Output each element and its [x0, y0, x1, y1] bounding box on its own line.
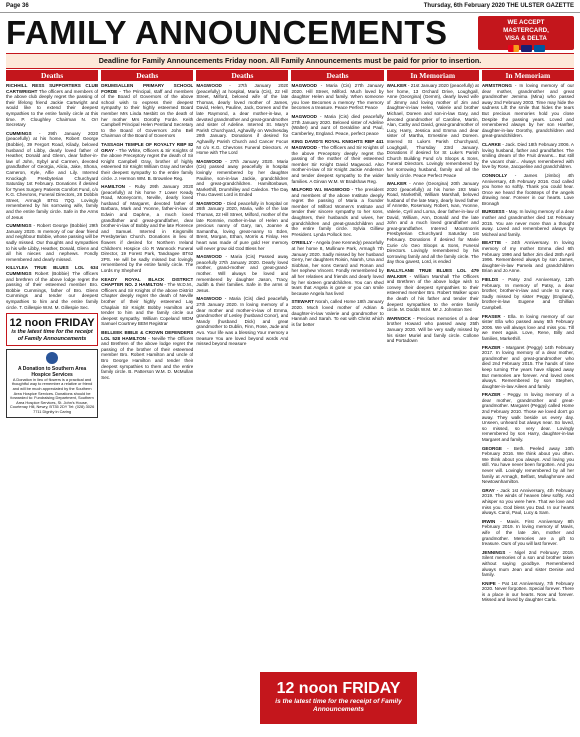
notice-text: - William Marshall The Officers and Brethren of the above lodge wish to convey their deepest sympathies to their esteemed member Bro. Robert Walker upon the death of his father and tender their deepest sympathies to the entire family circle. M. Dodds W.M. Mr J. Johnston Sec: [386, 273, 479, 313]
hospice-donation-box: [6, 349, 98, 417]
section-heading: In Memoriam: [482, 70, 574, 81]
notice-text: - 21st January 2020 (peacefully) at her home, 13 Orchard Drive, Loughgall, Anne (Georgina) (Gemm), dearly loved wife of Jimmy and loving mother of Jim and daughter-in-law Helen, Valerie and brother Michael, Doreen and son-in-law Gary, and devoted grandmother of Caroline, Martin, Alan, Cathy and David, great-grandmother of Lucy, Harry, Jessica and Emma and dear sister of Martha, Ernestine and Doreen. Interred St Luke's Parish Churchyard, Loughgall, Thursday 23rd January. Donations if desired for St Luke's Parish Church Building Fund c/o Sloops & Sons, Funeral Directors. Lovingly remembered by her sorrowing husband, family and all the family circle. Peace Perfect Peace: [386, 83, 479, 178]
notice-text: Robert (Bobbie) The officers and brethren of the above lodge regret the passing of their esteemed member Bro. Bobbie Cummings, father of Bro. Glenn Cummings and tender our deepest sympathies to him and the entire family circle. T. Gillespie W.M. M. Gillespie Sec.: [6, 271, 99, 310]
hospice-logo-icon: [46, 352, 58, 364]
section-heading: Deaths: [101, 70, 193, 81]
notice: [482, 581, 574, 603]
page-title: FAMILY ANNOUNCEMENTS: [6, 14, 448, 51]
notice: [482, 209, 574, 237]
notice: [482, 345, 574, 390]
column-1: [6, 70, 98, 734]
promo-subtext: is the latest time for the receipt of Family Announcements: [11, 329, 93, 342]
notice-name: GEORGE: [481, 445, 502, 451]
notice: [196, 83, 288, 156]
notice: [101, 184, 193, 274]
card-logos: [478, 45, 574, 52]
column-4: [291, 70, 383, 734]
notice-name: MAGWOOD: [196, 200, 222, 206]
notice-text: - Pat 1st Anniversary, 7th February 2020. Never forgotten. Special forever. There is a place in our hearts. Now and forever. Missed and loved by daughter Carla.: [481, 580, 574, 603]
page-date-line: Thursday, 6th February 2020 THE ULSTER GAZETTE: [423, 3, 574, 9]
notice-name: FRAZER: [481, 344, 501, 350]
notice-name: KING DAVID'S ROYAL KNIGHTS RBP 441 MAGWOOD: [291, 139, 384, 150]
notice-name: HAMILTON: [101, 184, 125, 190]
notice-name: MAGWOOD: [291, 83, 318, 88]
notice: [482, 83, 574, 139]
deadline-notice: Deadline for Family Announcements Friday noon. All Family Announcements must be paid for prior to insertion.: [6, 53, 574, 69]
section-heading: Deaths: [6, 70, 98, 81]
notice-text: The officers and members of the above club deeply regret the passing of their lifelong friend Jackie Cartwright and would like to extend their deepest sympathies to the entire family circle at this time. P. Cloughley Chairman N. Orr Secretary: [6, 88, 99, 128]
notice-name: O'REILLY: [291, 240, 313, 246]
notice-name: BURGESS: [481, 209, 505, 215]
cards-line-2: MASTERCARD,: [503, 27, 549, 34]
notice: [387, 181, 479, 265]
hospice-title: A Donation to Southern Area Hospice Services: [17, 365, 87, 378]
notice-name: WALKER: [386, 83, 407, 88]
notice-name: KEADY ROYAL BLACK DISTRICT CHAPTER NO. 2 HAMILTON: [101, 276, 194, 288]
column-3: [196, 70, 288, 734]
notice-text: - Margaret (Peggy) 14th February 2017. In loving memory of a dear mother, grandmother and great-grandmother who died 2nd February 2015. The hands of time keep turning The years have slipped away But memories are forever. And loved ones always. Remembered by son Stephen, daughter-in-law Aileen and family.: [481, 344, 574, 389]
notice: [387, 316, 479, 344]
notice-text: - Jack. Died 18th February 2006. A loving husband, father and grandfather. The smiling dream of the Fruit dreams... But still the vacant chair... Always remembered with love by Rose, Jacqueline and grandchildren.: [481, 141, 574, 170]
notice: [6, 223, 98, 262]
notice-name: KILLYLEA TRUE BLUES LOL 634 CUMMINGS: [6, 265, 99, 276]
hospice-text: A Donation in lieu of flowers is a practical and thoughtful way to remember a relative or friend and will be much appreciated by the Southern Area Hospice Services. Donations should be forwarded to: Fundraising Department, Southern Area Hospice Services, St. John's House, Courtenay Hill, Newry, BT35 2DY Tel: (028) 3026 7711 Dignity in Caring: [9, 376, 95, 414]
notice-name: CLARKE: [481, 141, 501, 147]
visa-icon: [521, 45, 532, 52]
notice: [482, 277, 574, 311]
notice-name: KNIPE: [481, 580, 496, 586]
notice: [482, 550, 574, 578]
cards-accepted-box: [478, 16, 574, 50]
notice: [101, 277, 193, 327]
section-heading: Deaths: [291, 70, 383, 81]
notice-text: - Maria (Cis) died peacefully 27th January 2020. In loving memory of a dear mother and mother-in-law of Emma, grandmother of Lesley (husband Conor), and Mandy (husband Dick) and great grandmother to Dublin, Finn, Rose, Jude and Avo. Your life was a blessing Your memory a treasure You are loved beyond words And missed beyond measure: [196, 296, 289, 347]
notice-text: - 27th January 2020 (peacefully) at hospital, Maria (Cis), 22 Hill Street, Milford, beloved wife of the late Thomas, dearly loved mother of James, David, Helen, Pauline, Jack, Doreen and the late Raymond, a dear mother-in-law, a devoted grandmother and great-grandmother and sister of Adeline. Interred St. Mary's Parish Churchyard, Aghavilly on Wednesday 29th January. Donations if desired for Aghavilly Parish Church and Cancer Focus NI c/o K.G. Chevrons Funeral Directors. At Home with The Lord: [196, 83, 289, 156]
notice-name: BALLYLANE TRUE BLUES LOL 479 WALKER: [386, 268, 479, 279]
notice: [291, 299, 383, 327]
notice-text: - Ruby 29th January 2020 (peacefully) at his home 7 Lower Keady Road, Moneycorm, Neville, dearly loved husband of Margaret, devoted father of Barbara, Mark and Yvonne, father-in-law of Edwin and Daphne, a much loved grandfather and great-grandfather, dear brother-in-law of Bobby and the late Florence and Samuel. Interred in Kingsmills Presbyterian Church. Donations in lieu of flowers if desired for Northern Ireland Children's Hospice c/o R Wannock Funeral Director, 19 Forest Park, Tandragee BT62 2PS. He will be sadly missed but lovingly remembered by the entire family circle. The Lords my Shepherd: [101, 184, 194, 273]
section-heading: In Memoriam: [387, 70, 479, 81]
notice: [482, 314, 574, 342]
notice-text: - Angela (nee Kennedy) peacefully at her home 8, Mullinure Park, Armagh 7th January 2020. Sadly missed by her husband Gerry, her daughters Roisin, Niamh, Una and Siobhan, her sons Gerard and Ronan and her nephew Vincent. Fondly remembered by all her relatives and friends and dearly loved by her sixteen grandchildren. You can shed tears that Angela is gone or you can smile because Angela has lived: [291, 240, 384, 296]
notice: [196, 296, 288, 346]
notice: [6, 131, 98, 221]
cards-line-3: VISA & DELTA: [505, 35, 547, 42]
notice-text: - 29th January 2020 (peacefully) at his home, Robert George (Bobbie), 39 Fergort Road, Kilady, beloved husband of Libby, dearly loved father of Heather, Donald and Glenn, dear father-in-law of John, Sybyl and Carmen, devoted grandfather of Georgia, Alicia, Jake, Shona, Cameron, Kyle, Alfie and Lily. Interred Knockagh Presbyterian Churchyard Saturday 1st February. Donations if desired for Tynes Surgery Patients Comfort Fund, c/o K.G. Chevrons, Funeral Directors, 28 Dobbin Street, Armagh BT61 7QQ. Lovingly remembered by his sorrowing wife, family and the entire family circle. Safe in the Arms of Jesus: [6, 130, 99, 220]
promo-headline: 12 noon FRIDAY: [9, 317, 95, 330]
column-5: [387, 70, 479, 734]
notice-text: - Nigel 2nd February 2019. Silent memories of a son and brother taken without saying goodbye. Remembered always mum Jean and sister Denise and family.: [481, 549, 574, 578]
notice-text: Norah, called Home 18th January 2020. Much loved mother of Adrian & daughter-in-law Valerie and grandmother to Hannah and Sarah. To eat with Christ which is far better: [291, 299, 384, 327]
notice-text: - Maria (Cis) 27th January 2020. Hill Street, Milford. Much loved by daughter Helen and family. When someone you love Becomes a memory The memory becomes a treasure. Peace Perfect Peace: [291, 83, 384, 111]
notice-name: MAGWOOD: [196, 296, 222, 302]
delta-icon: [534, 45, 545, 52]
notice-name: ARMSTRONG: [481, 83, 512, 88]
notice-text: - Maria (Cis) Passed away peacefully 27th January 2020. Dearly loved mother, grand-mother and great-grand-mother. Will always be loved and remembered by daughter Jason, Tracy, Judith & their families. Safe in the arms of Jesus.: [196, 254, 289, 293]
announcement-columns: [6, 70, 574, 734]
notice: [6, 265, 98, 310]
notice-text: - Peggy. In loving memory of a dear mother, grandmother and great-grandmother. Margaret (Peggy) called Home 2nd February 2010. Those we loved don't go away. They walk beside us every day. Unseen, unheard but always near. So loved, so missed, so very dear. Lovingly remembered by son Harry, daughter-in-law Margaret and family.: [481, 392, 574, 443]
notice: [101, 142, 193, 181]
notice: [482, 392, 574, 442]
notice-name: GRAY: [481, 487, 495, 493]
notice-name: BELLEEK BIBLE & CROWN DEFENDERS LOL 528 HAMILTON: [101, 329, 194, 341]
notice-name: FRAZER: [481, 392, 501, 398]
banner-subtext: is the latest time for the receipt of Family Announcements: [275, 698, 402, 713]
notice-text: - Maria (Cis) died peacefully 27th January 2020. Beloved sister of Adeline (Walter) and aunt of Geraldine and Paul, Camberley, England. Peace, perfect peace: [291, 113, 384, 136]
column-2: [101, 70, 193, 734]
column-6: [482, 70, 574, 734]
notice-text: - The Principal, staff and members of the Board of Governors of the above school wish to express their deepest sympathy to their highly esteemed Board member Mrs Linda Nesbitt on the death of her mother Mrs Dorothy Forde. Keith Campbell Principal Helen Pentland Secretary to the Board of Governors John Bell Chairman of the Board of Governors: [101, 88, 194, 139]
notice-name: MAGWOOD: [196, 83, 222, 88]
notice-name: CUMMINGS: [6, 130, 32, 136]
notice: [291, 187, 383, 237]
notice: [6, 83, 98, 128]
notice-text: - Precious memories of a dear brother Howard who passed away 25th January 2020. Will be very sadly missed by his sister Muriel and family circle. Collone and Portadown: [386, 315, 479, 344]
notice: [482, 488, 574, 516]
deadline-banner: [260, 672, 417, 724]
mastercard-icon: [508, 45, 519, 52]
notice-name: CUMMINGS: [6, 223, 32, 229]
notice-text: - Neville The Officers and Brethren of the above lodge regret the passing of the brother of their esteemed member Bro. Robert Hamilton and uncle of Bro George Hamilton and tender their deepest sympathies to them and the entire family circle. B. Patterson W.M. D. McMullan Sec.: [101, 335, 194, 380]
notice-text: - 24th Anniversary. In loving memory of my mother Emma died 6th February 1996 and father Jim died 28th April 1996. Remembered always by son James, daughter-in-law Pamela and grandchildren Brian and Jo Anne.: [481, 240, 574, 274]
notice-text: - Patsy 2nd Anniversary, 12th February. In memory of Patsy, a dear brother, brother-in-law and uncle to many. Sadly missed by sister Peggy (England), brother-in-law Eugene and Ghillian Campbell.: [481, 277, 574, 310]
notice-text: - Ella. In loving memory of our sister Ella who passed away 5th February 2006. We will always love and miss you. Till we meet again. Love, Rene, Billy and families, Markethill.: [481, 313, 574, 341]
notice-text: - The W.D.M., Officers and Sir Knights of the above District Chapter deeply regret the death of Neville brother of their highly esteemed Lay Chaplain Sir Knight Bobby Hamilton and tender to him and the family circle our deepest sympathy. William Copeland WDM Samuel Courtney BEM Registrar: [101, 282, 194, 327]
notice: [101, 330, 193, 380]
notice-name: FRASER: [481, 313, 501, 319]
banner-headline: 12 noon FRIDAY: [276, 680, 401, 697]
notice-text: - 27th January 2020. Maria (Cis) passed away peacefully in hospital lovingly remembered by her daughter Pauline, son-in-law Jackie, grandchildren and great-grandchildren. Hamiltonbawn, Markethill, Drumhilley and Caledon. The Day Thou Gavest Lord is Ended: [196, 158, 289, 198]
notice-text: - In loving memory of our dear mother, grandmother and great grandmother Jemima (Mina) who passed away 2nd February 2003. Time may hide the sadness Lift the smile that hides the tears But precious memories hold you close Despite the passing years. Loved and remembered always by her son Hanfter, daughter-in-law Dorothy, grandchildren and great-grandchildren.: [481, 83, 574, 139]
deadline-promo-box: [6, 313, 98, 346]
notice-name: BEATTIE: [481, 240, 502, 246]
notice-text: - Beth. Peeled away 10th February 2016. We think about you often. We think about you always. And loving you still. You have never been forgotten. And you never will. Lovingly remembered by all her family at Armagh, Belfast, Mullaghmore and Newtownhamilton.: [481, 445, 574, 485]
notice-name: CONNOLLY: [481, 172, 508, 178]
notice-name: TASSAGH TEMPLE OF ROYALTY RBP 82 GRAY: [101, 141, 194, 153]
notice-text: - Died peacefully in hospital on 26th January 2020, Maria, wife of the late Thomas, 22 Hill Street, Milford, mother of the late Rommie, mother-in-law of Helen and precious nanny of Gary, Ian, Joanne & Samantha, loving great-nanny to Eden, Brent, Morgan, Ethan, Morris & Finlay. Her heart was made of pure gold Her memory will never grow old God Bless her: [196, 200, 289, 251]
notice-text: - Robert George (Bobbie) 29th January 2020. In memory of our dear friend and neighbour Bobbie, whose passing will be sadly missed. Our thoughts and sympathies to his wife Libby, Heather, Donald, Glenn and all his nieces and nephews. Fondly remembered and dearly missed.: [6, 223, 99, 262]
notice: [196, 254, 288, 293]
notice: [291, 114, 383, 136]
notice-text: - The president and members of the above Institute deeply regret the passing of Maria a founder member of Milford Women's Institute and tender their sincere sympathy to her sons, daughters, their husbands and wives, her grandchildren and great-grandchildren and the entire family circle. Sylvia Gilliew President. Lynda Pollock Sec.: [291, 187, 384, 237]
notice: [387, 83, 479, 178]
notice-text: - The White, Officers & Sir Knights of the above Preceptory regret the death of Sir Knight Campbell Gray, brother of highly esteemed Sir Knight William Gray and tender their deepest sympathy to the entire family circle. J. Hermon WM. B. Brownlee Reg.: [101, 147, 194, 181]
page-header-bar: [0, 0, 580, 13]
notice-name: WARNOCK: [386, 315, 411, 321]
notice-name: STEWART: [291, 299, 314, 305]
notice: [291, 240, 383, 296]
notice-text: - Jack 1st Anniversary, 4th February 2019. The winds of heaven blew softly. And whisper so you were here. That we love and miss you. God bless you Dad. In our hearts always. Carol, Paul, Lucy & Sam.: [481, 487, 574, 516]
notice-name: WALKER: [386, 181, 407, 187]
notice: [482, 173, 574, 207]
notice-text: - Mavis. First Anniversary 8th February 2019. In loving memory of Mavis, wife of the late Jim, mother and grandmother. Memories are a gift to treasure. Ours of you will last forever.: [481, 518, 574, 547]
notice: [482, 446, 574, 485]
notice-text: - The Officers and Sir Knights of the above Preceptory deeply regret the passing of the mother of their esteemed member Sir Knight David Magwood. Also mother-in-law of Sir Knight Jackie Anderson and tender deepest sympathy to the wider families. A Girvan W.M. W Bradshaw Reg.: [291, 144, 384, 184]
notice-name: IRWIN: [481, 518, 496, 524]
notice: [291, 83, 383, 111]
page-number: Page 36: [6, 3, 29, 9]
notice-text: - May. In loving memory of a dear mother and grandmother died 1st February 2015. You are never more than a thought away. Loved and remembered always by Micheal and family.: [481, 209, 574, 237]
notice: [482, 519, 574, 547]
notice-name: JENNINGS: [481, 549, 506, 555]
notice: [387, 268, 479, 313]
notice-name: MILFORD W.I. MAGWOOD: [291, 187, 350, 193]
notice: [482, 142, 574, 170]
notice: [196, 159, 288, 198]
notice: [291, 139, 383, 184]
notice: [482, 240, 574, 274]
notice-text: - James (Jimbo) 4th Anniversary, 4th February 2016. God called you home so softly. Thank you could hear. Once we heard the footsteps of the angels drawing near. Forever in our hearts. Love Bronagh: [481, 172, 574, 206]
section-heading: Deaths: [196, 70, 288, 81]
notice-name: FIELDS: [481, 277, 499, 282]
cards-line-1: WE ACCEPT: [507, 19, 545, 26]
notice-name: MAGWOOD: [196, 254, 222, 260]
notice-name: RICHHILL RESS SUPPORTERS CLUB CARTWRIGHT: [6, 83, 99, 94]
notice-name: DRUMSALLEN PRIMARY SCHOOL FORDE: [101, 83, 194, 94]
notice: [196, 201, 288, 251]
notice-text: - Anne (Georgina) 20th January 2020 (peacefully) at his home 193 Main Road, Markethill, William Marshall, beloved husband of the late Mary, dearly loved father of Annette, Rosemary, Robert, Ivan, Yvonne, Valerie, Cyril and Lorna, dear father-in-law of David, William, Ann, Donald and the late John and a much loved grandfather and great-grandfather. Interred Mountnorris Presbyterian Churchyard Saturday 1st February. Donations if desired for Marie Curie c/o Geo Sloops & Sons, Funeral Directors. Lovingly remembered by his sorrowing family and all the family circle. The day thou gavest, Lord, is ended: [386, 181, 479, 265]
notice-name: MAGWOOD: [291, 113, 318, 119]
notice: [101, 83, 193, 139]
notice-name: MAGWOOD: [196, 158, 222, 164]
